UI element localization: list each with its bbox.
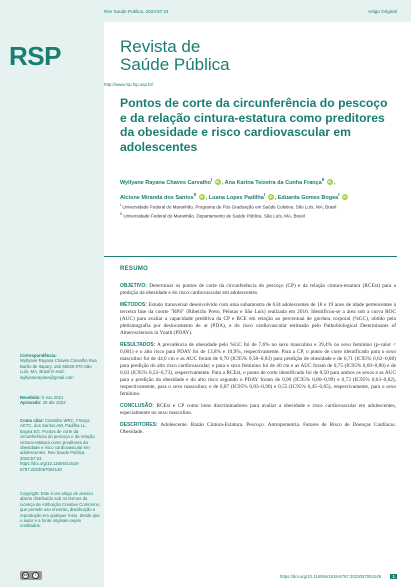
page-number: 1 (392, 574, 395, 579)
correspondence-label: Correspondência: (20, 353, 57, 358)
cc-icon: cc (23, 573, 28, 577)
affiliations (120, 202, 390, 220)
abstract-results: RESULTADOS: A prevalência de obesidade pelo %GC foi de 7,6% no sexo masculino e 39,4% no sexo feminino (p-valor < 0,001) e o alto risco para PDAY foi de 13,8% e 10,9%, respectivamente. Para a CP, o ponto de corte identificado para o sexo masculino foi de 44,0 cm e as AUC foram de 0,70 (IC95% 0,58–0,83) para predição de obesidade e de 0,71 (IC95% 0,62–0,80) para predição do alto risco cardiovascular; e para o sexo feminino foi de 40 cm e as AUC foram de 0,75 (IC95% 0,69–0,80) e de 0,63 (IC95% 0,53–0,73), respectivamente. Para a RCEst, o ponto de corte identificado foi de 0,50 para ambos os sexos e as AUC para a predição da obesidade e do alto risco segundo o PDAY foram de 0,90 (IC95% 0,80–0,99) e 0,73 (IC95% 0,63–0,82), respectivamente, para o sexo masculino; e de 0,87 (IC95% 0,83–0,90) e 0,55 (IC95% 0,45–0,65), respectivamente, para o sexo feminino. (120, 341, 396, 398)
orcid-icon[interactable]: iD (343, 195, 347, 200)
section-divider (104, 256, 397, 257)
orcid-icon[interactable]: iD (268, 195, 273, 200)
cc-by-icon: i (32, 572, 39, 579)
copyright-block (20, 491, 100, 529)
correspondence-block (20, 353, 100, 380)
approved-label: Aprovado: (20, 400, 42, 406)
author-4[interactable]: Luana Lopes Padilha$^I$ iD , (208, 191, 277, 201)
received-date: 5 nov 2021 (41, 395, 64, 400)
article-type: Artigo Original (367, 9, 397, 14)
creative-commons-badge[interactable] (20, 571, 42, 580)
copyright-text: Copyright: Este é um artigo de acesso aberto distribuído sob os termos da Licença de Atribuição Creative Commons, que permite uso irrestrito, distribuição e reprodução em qualquer meio, desde que o autor e a fonte originais sejam creditados. (20, 491, 101, 529)
correspondence-text: Wyllyane Rayana Chaves Carvalho Rua Barão de Itapary, 155 65020-070 São Luís, MA, Brasil E-mail: wyllyanerayana@gmail.com (20, 358, 97, 380)
author-5[interactable]: Eduarda Gomes Bogea$^I$ iD (277, 191, 347, 201)
abstract-methods: MÉTODOS: Estudo transversal desenvolvido com uma subamostra de 634 adolescentes de 18 e 19 anos de idade pertencentes à terceira fase da coorte "RPS" (Ribeirão Preto, Pelotas e São Luís) realizada em 2016. Identificou-se a área sob a curva ROC (AUC) para avaliar a capacidade preditiva da CP e RCE em relação ao percentual de gordura corporal (%GC), obtido pela pletismografia por deslocamento de ar (PDA), e do risco cardiovascular estimado pelo Pathobiological Determinants of Atherosclerosis in Youth (PDAY). (120, 301, 397, 337)
author-2[interactable]: Ana Karina Teixeira da Cunha França$^{II}$ iD , (224, 177, 336, 186)
author-1[interactable]: Wyllyane Rayana Chaves Carvalho$^I$ iD , (120, 177, 224, 186)
journal-name (120, 38, 230, 73)
abstract-conclusion: CONCLUSÃO: RCEst e CP como bons discriminadores para avaliar a obesidade e risco cardiovascular em adolescentes, especialmente no sexo masculino. (120, 402, 396, 416)
abstract-keywords: DESCRITORES: Adolescente. Razão Cintura-Estatura. Pescoço. Antropometria. Fatores de Risco de Doenças Cardíacas. Obesidade. (120, 421, 396, 435)
affiliation-1: $^I$ Universidade Federal do Maranhão. Programa de Pós Graduação em Saúde Coletiva. São Luís, MA, Brasil (120, 203, 337, 210)
abstract-objective: OBJETIVO: Determinar os pontos de corte da circunferência do pescoço (CP) e da relação cintura-estatura (RCEst) para a predição da obesidade e do risco cardiovascular em adolescentes. (120, 283, 396, 297)
doi-link[interactable]: https://doi.org/10.11606/s1518-8787.2023057004149 (280, 574, 381, 579)
sidebar (0, 22, 104, 587)
author-list (120, 174, 390, 204)
orcid-icon[interactable]: iD (199, 195, 204, 200)
orcid-icon[interactable]: iD (328, 180, 332, 185)
top-bar (0, 0, 411, 22)
affiliation-2: $^{II}$ Universidade Federal do Maranhão. Departamento de Saúde Pública. São Luís, MA, Brasil (120, 212, 305, 219)
abstract-body (120, 283, 396, 440)
citation-label: Como citar: (20, 418, 44, 423)
approved-date: 25 abr 2022 (42, 400, 66, 406)
citation-block (20, 418, 100, 472)
received-label: Recebido: (20, 395, 41, 400)
journal-name-line2: Saúde Pública (120, 54, 230, 74)
orcid-icon[interactable]: iD (216, 180, 220, 185)
abstract-heading: RESUMO (120, 266, 149, 272)
author-3[interactable]: Alcione Miranda dos Santos$^{II}$ iD , (120, 191, 208, 201)
rsp-logo: RSP (9, 41, 61, 71)
article-title: Pontos de corte da circunferência do pescoço e da relação cintura-estatura como preditores da obesidade e risco cardiovascular em adolescentes (120, 96, 388, 154)
citation-header: Rev Saude Publica. 2023;57:24 (104, 9, 169, 14)
journal-url[interactable]: http://www.rsp.fsp.usp.br/ (104, 82, 154, 87)
dates-block (20, 395, 100, 406)
citation-text: Carvalho WRC, França AKTC, dos Santos AM, Padilha LL, Bogea EG. Pontos de corte da circunferência do pescoço e da relação cintura-estatura como preditores da obesidade e risco cardiovascular em adolescentes. Rev Saude Publica. 2023;57:24. https://doi.org/10.11606/s1518-8787.2023057004149 (20, 418, 95, 472)
journal-name-line1: Revista de (120, 37, 201, 56)
